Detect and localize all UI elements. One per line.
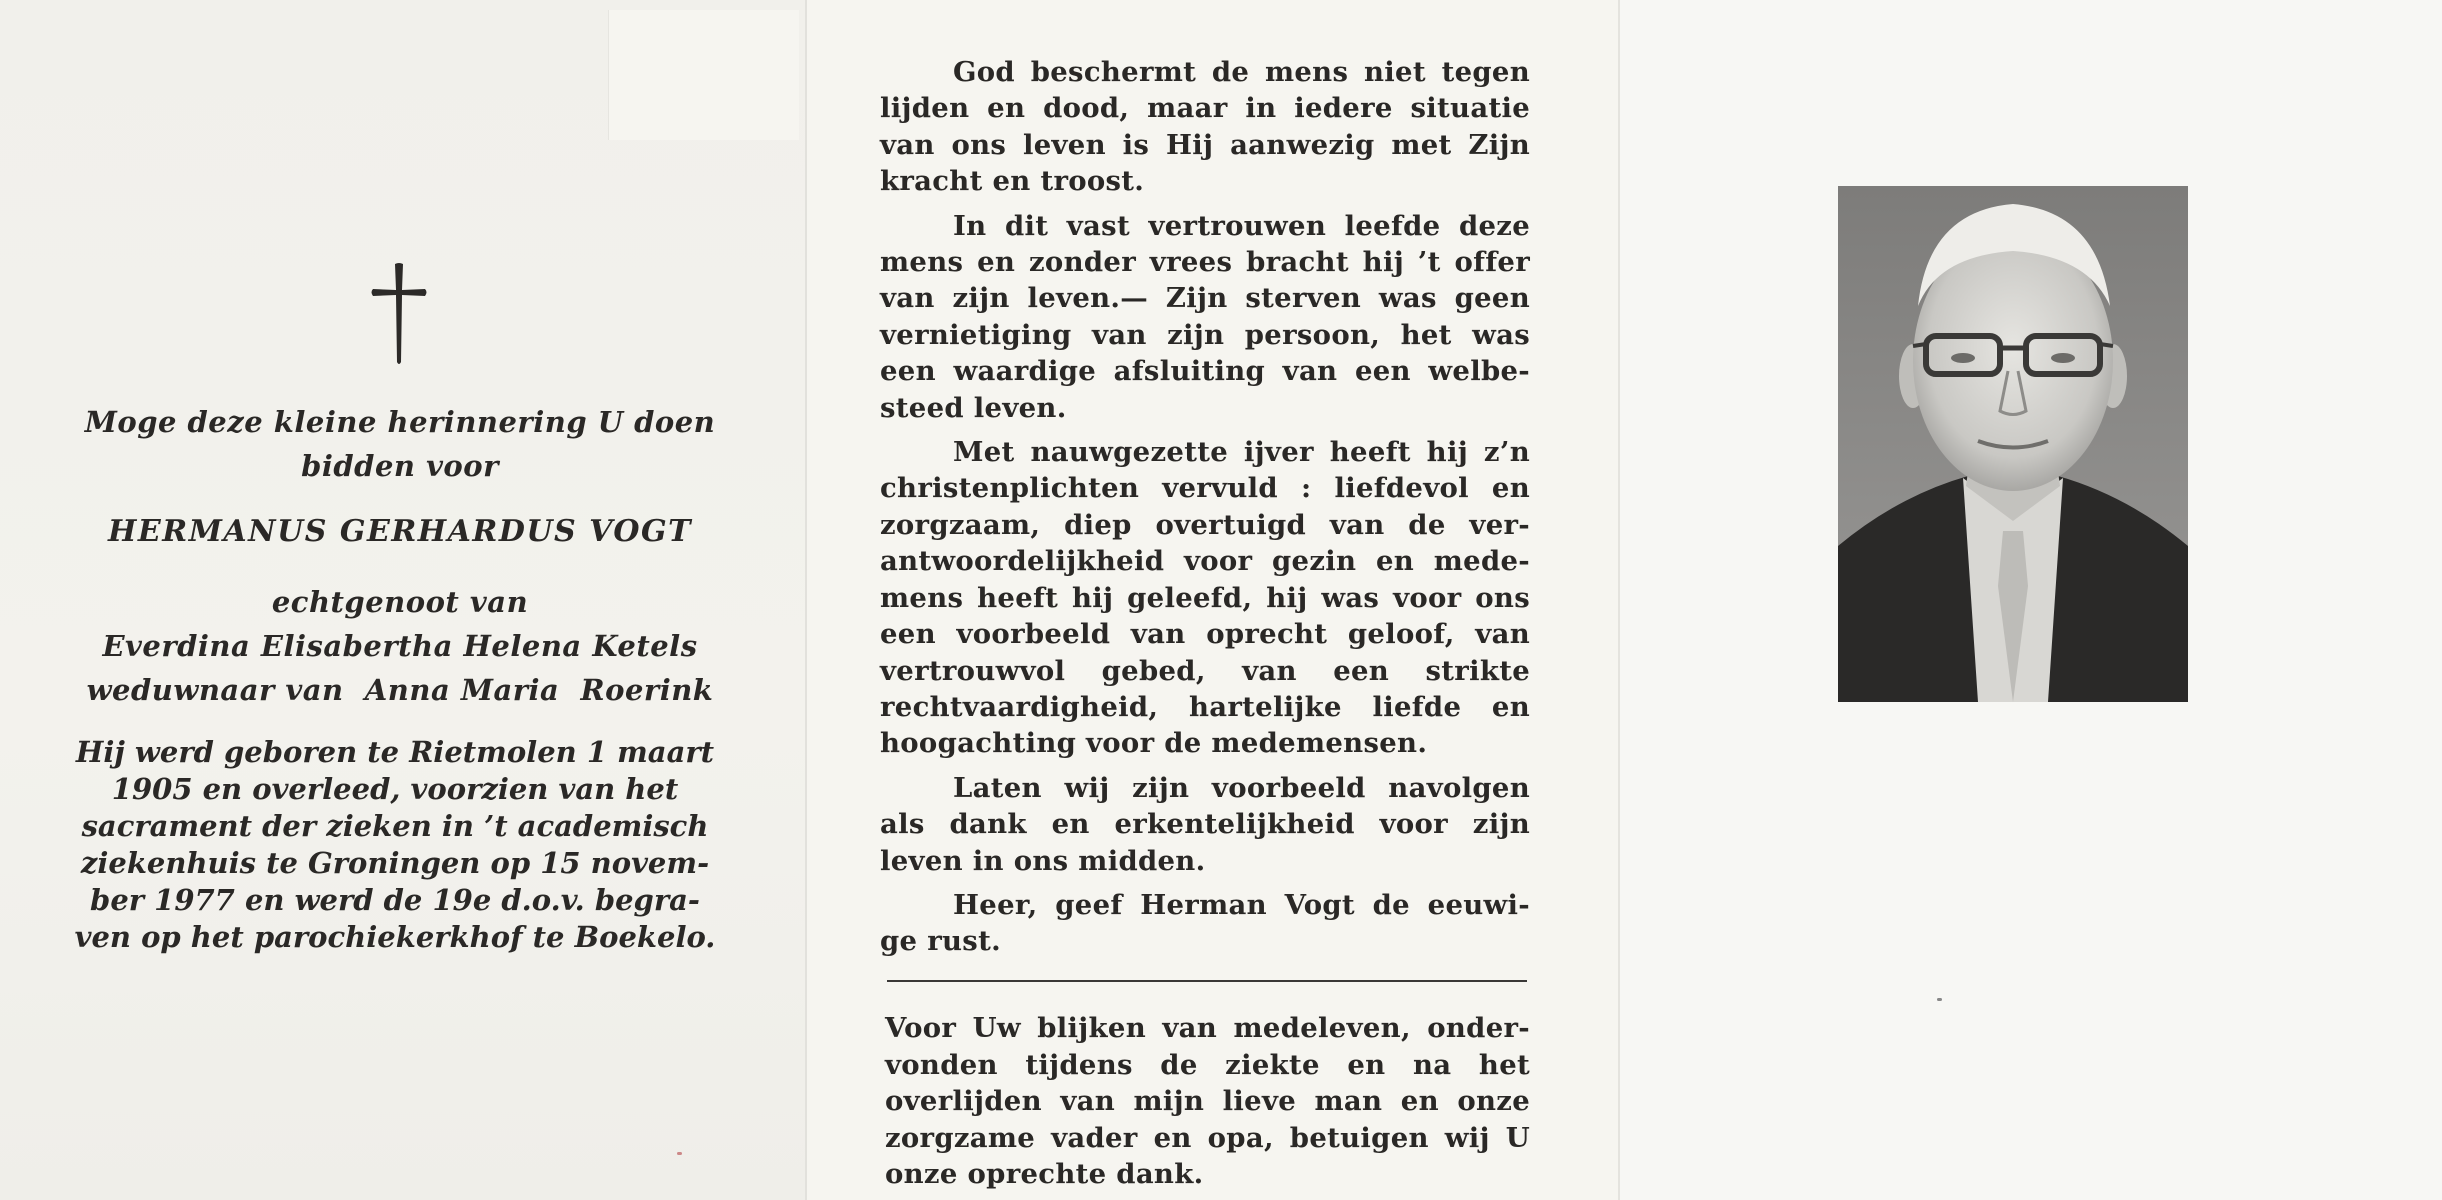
relation-line: weduwnaar van Anna Maria Roerink — [86, 673, 714, 707]
paragraph-3 — [880, 434, 1530, 762]
bio-line: 1905 en overleed, voorzien van het — [111, 772, 679, 806]
relation-line: echtgenoot van — [271, 585, 529, 619]
text-line: zorgzaam, diep overtuigd van de ver- — [880, 508, 1530, 541]
text-line: Voor Uw blijken van medeleven, onder- — [885, 1012, 1530, 1044]
meditation-text — [880, 54, 1530, 968]
text-line: steed leven. — [880, 391, 1067, 424]
text-line: vonden tijdens de ziekte en na het — [885, 1048, 1530, 1081]
text-line: hoogachting voor de medemensen. — [880, 727, 1428, 760]
text-line: ons een voorbeeld van oprecht geloof, — [880, 581, 1530, 651]
portrait-photo — [1838, 186, 2188, 702]
paper-speck — [677, 1152, 682, 1155]
text-line: Met nauwgezette ijver heeft hij z’n — [953, 436, 1530, 469]
text-line: mens heeft hij geleefd, hij was voor — [880, 581, 1462, 614]
text-line: Laten wij zijn voorbeeld navolgen — [953, 771, 1530, 804]
text-line: lijden en dood, maar in iedere situatie — [880, 92, 1530, 125]
thanks-text — [885, 1010, 1530, 1193]
divider-line — [887, 980, 1527, 982]
paragraph-4 — [880, 770, 1530, 879]
bio-line: ber 1977 en werd de 19e d.o.v. begra- — [90, 883, 700, 917]
text-line: van ons leven is Hij aanwezig met Zijn — [880, 128, 1530, 161]
text-line: overlijden van mijn lieve man en onze — [885, 1085, 1530, 1117]
text-line: als dank en erkentelijkheid voor zijn — [880, 808, 1530, 841]
text-line: zorgzame vader en opa, betuigen wij U — [885, 1121, 1530, 1154]
text-line: christenplichten vervuld : liefdevol en — [880, 472, 1530, 505]
text-line: Heer, geef Herman Vogt de eeuwi- — [953, 888, 1530, 921]
intro-line: bidden voor — [301, 449, 499, 483]
text-line: antwoordelijkheid voor gezin en mede- — [880, 545, 1530, 578]
card-flap — [608, 10, 799, 140]
text-line: van zijn leven.— Zijn sterven was geen — [880, 282, 1530, 315]
intro-text — [60, 400, 740, 488]
text-line: vernietiging van zijn persoon, het was — [880, 318, 1530, 351]
text-line: een waardige afsluiting van een welbe- — [880, 355, 1530, 388]
text-line: mens en zonder vrees bracht hij ’t offer — [880, 246, 1530, 279]
relations-text — [60, 580, 740, 712]
paragraph-1 — [880, 54, 1530, 200]
text-line: ge rust. — [880, 925, 1001, 958]
cross-icon — [369, 262, 429, 366]
intro-line: Moge deze kleine herinnering U doen — [84, 405, 716, 439]
paragraph-5 — [880, 887, 1530, 960]
bio-line: Hij werd geboren te Rietmolen 1 maart — [75, 735, 715, 769]
relation-line: Everdina Elisabertha Helena Ketels — [102, 629, 698, 663]
text-line: rechtvaardigheid, hartelijke liefde en — [880, 690, 1530, 723]
text-line: leven in ons midden. — [880, 844, 1206, 877]
text-line: van vertrouwvol gebed, van een strikte — [880, 618, 1530, 687]
text-line: God beschermt de mens niet tegen — [953, 56, 1530, 88]
paragraph-2 — [880, 208, 1530, 426]
bio-line: ziekenhuis te Groningen op 15 novem- — [80, 846, 710, 880]
text-line: kracht en troost. — [880, 165, 1145, 198]
deceased-name: HERMANUS GERHARDUS VOGT — [108, 514, 692, 549]
text-line: In dit vast vertrouwen leefde deze — [953, 209, 1530, 242]
bio-line: sacrament der zieken in ’t academisch — [81, 809, 709, 843]
text-line: onze oprechte dank. — [885, 1158, 1204, 1190]
paper-speck — [1937, 998, 1942, 1001]
bio-line: ven op het parochiekerkhof te Boekelo. — [74, 920, 716, 954]
biography — [70, 734, 720, 956]
